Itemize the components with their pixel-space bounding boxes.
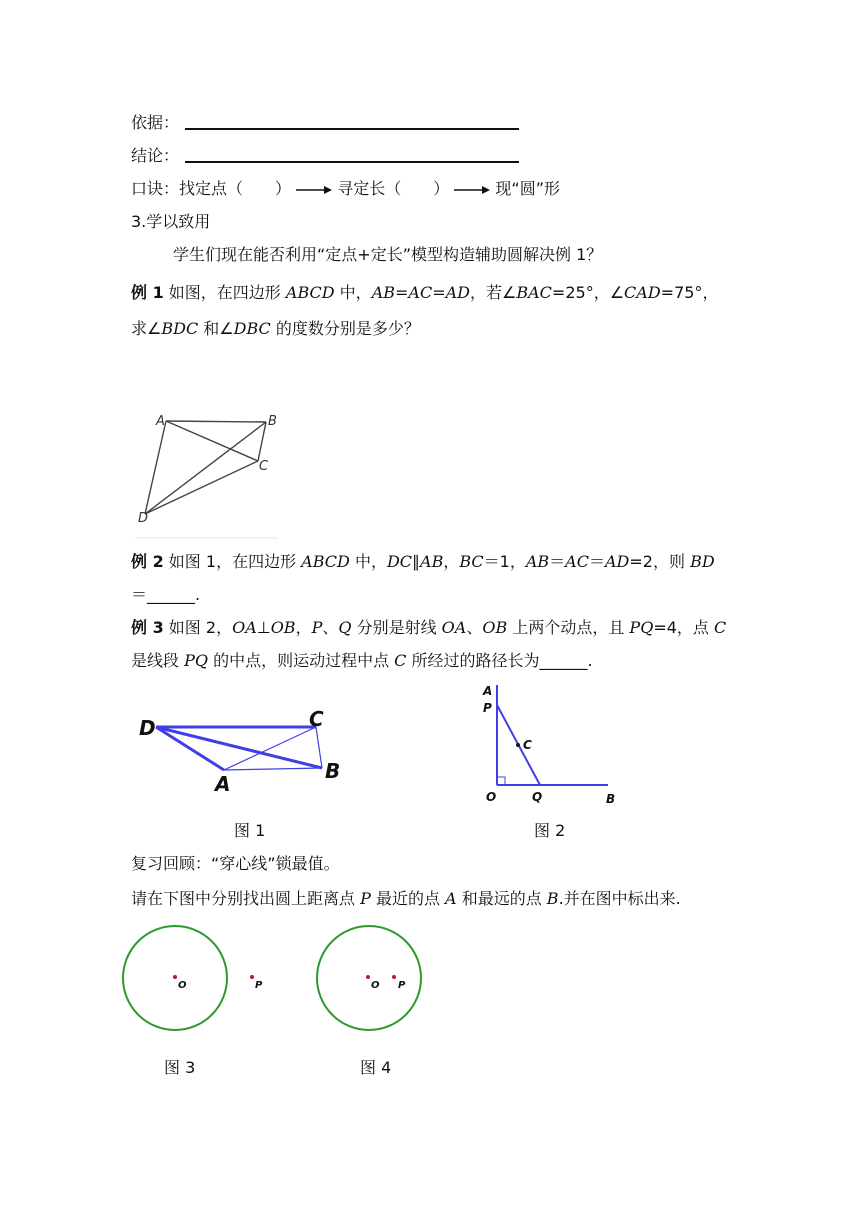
point-o [366,975,370,979]
example1-label: 例 1 [131,283,164,302]
mnemonic-part2: 寻定长（ ） [337,179,450,198]
segment-ab [166,421,266,422]
text: AC [565,552,589,571]
text: BDC [161,319,199,338]
section-title: 3.学以致用 [131,212,211,231]
arrow-right-icon [454,184,490,196]
text: OB [482,618,508,637]
text: ABCD [301,552,350,571]
text: OA [232,618,257,637]
label-a: A [483,684,493,698]
text: BD [690,552,715,571]
segment-cb [316,727,322,768]
text: 如图 2， [163,618,233,637]
text: P [360,889,371,908]
example1-line2 [131,318,420,340]
text: C [714,618,727,637]
segment-dc [145,461,258,514]
text: BAC [516,283,552,302]
text: ⊥ [256,618,271,637]
text: ，若∠ [470,283,517,302]
text: 所经过的路径长为______. [406,651,593,670]
text: 、 [322,618,339,637]
segment-ac [166,421,258,461]
text: 请在下图中分别找出圆上距离点 [131,889,361,908]
text: 是线段 [131,651,185,670]
text: OB [270,618,296,637]
point-c [516,743,520,747]
label-o: O [486,790,497,804]
conclusion-label: 结论： [131,146,180,165]
basis-line [131,112,179,134]
text: ， [295,618,312,637]
text: PQ [184,651,208,670]
text: AD [604,552,630,571]
figure1 [130,700,360,800]
text: B [546,889,559,908]
text: 、 [466,618,483,637]
label-b: B [268,414,277,429]
text: P [311,618,323,637]
review-prompt [131,888,681,910]
label-c: C [309,707,324,731]
text: A [445,889,457,908]
basis-blank[interactable] [185,128,519,130]
text: ＝ [588,552,605,571]
mnemonic-part3: 现“圆”形 [495,179,560,198]
point-p [250,975,254,979]
text: DBC [233,319,271,338]
text: CAD [624,283,661,302]
text: =4，点 [653,618,714,637]
label-p: P [398,980,406,991]
text: Q [338,618,352,637]
text: ＝1， [483,552,526,571]
segment-da [156,727,224,770]
intro-text: 学生们现在能否利用“定点+定长”模型构造辅助圆解决例 1？ [173,245,603,264]
text: AB [420,552,444,571]
segment-ab [224,768,322,770]
example3-line2 [131,650,593,672]
text: AB=AC=AD [371,283,470,302]
label-o: O [178,980,187,991]
text: 求∠ [131,319,162,338]
label-d: D [139,716,156,740]
text: 和最远的点 [456,889,547,908]
text: ABCD [285,283,335,302]
text: ＝ [549,552,566,571]
text: =75°， [660,283,719,302]
label-p: P [483,701,492,715]
text: PQ [629,618,654,637]
text: 如图，在四边形 [163,283,286,302]
basis-label: 依据： [131,113,180,132]
text: =25°，∠ [551,283,625,302]
text: AB [525,552,550,571]
text: ， [443,552,460,571]
label-c: C [259,459,269,474]
text: 分别是射线 [351,618,442,637]
label-b: B [606,792,616,806]
text: ∥ [412,552,421,571]
label-a: A [215,772,231,796]
figure4 [312,922,442,1040]
text: DC [386,552,413,571]
label-p: P [255,980,263,991]
segment-db [156,727,322,768]
text: 中， [334,283,372,302]
label-d: D [138,511,149,526]
text: 中， [349,552,387,571]
label-b: B [325,759,341,783]
figure1-caption: 图 1 [234,821,266,840]
label-a: A [156,414,165,429]
example1-figure [130,405,290,540]
text: 的度数分别是多少？ [270,319,420,338]
figure2 [478,683,628,808]
example3-line1 [131,617,726,639]
figure2-caption: 图 2 [534,821,566,840]
point-p [392,975,396,979]
figure3-caption: 图 3 [164,1058,196,1077]
example3-label: 例 3 [131,618,164,637]
label-q: Q [532,790,543,804]
mnemonic-part1: 口诀：找定点（ ） [131,179,292,198]
right-angle-mark [497,777,505,785]
example2-label: 例 2 [131,552,164,571]
figure4-caption: 图 4 [360,1058,392,1077]
mnemonic-line [131,178,560,200]
text: =2，则 [629,552,691,571]
label-c: C [523,738,532,752]
text: 如图 1，在四边形 [163,552,302,571]
text: .并在图中标出来. [558,889,681,908]
text: 上两个动点，且 [507,618,630,637]
text: 的中点，则运动过程中点 [207,651,395,670]
conclusion-line [131,145,179,167]
figure3 [118,922,278,1040]
text: BC [459,552,484,571]
conclusion-blank[interactable] [185,161,519,163]
example2-line2: ＝______. [131,585,201,604]
point-o [173,975,177,979]
text: C [394,651,407,670]
example2-line1 [131,551,715,573]
review-title: 复习回顾：“穿心线”锁最值。 [131,854,340,873]
arrow-right-icon [296,184,332,196]
label-o: O [371,980,380,991]
example1-line1 [131,282,718,304]
text: 和∠ [198,319,234,338]
text: 最近的点 [370,889,446,908]
text: OA [441,618,467,637]
